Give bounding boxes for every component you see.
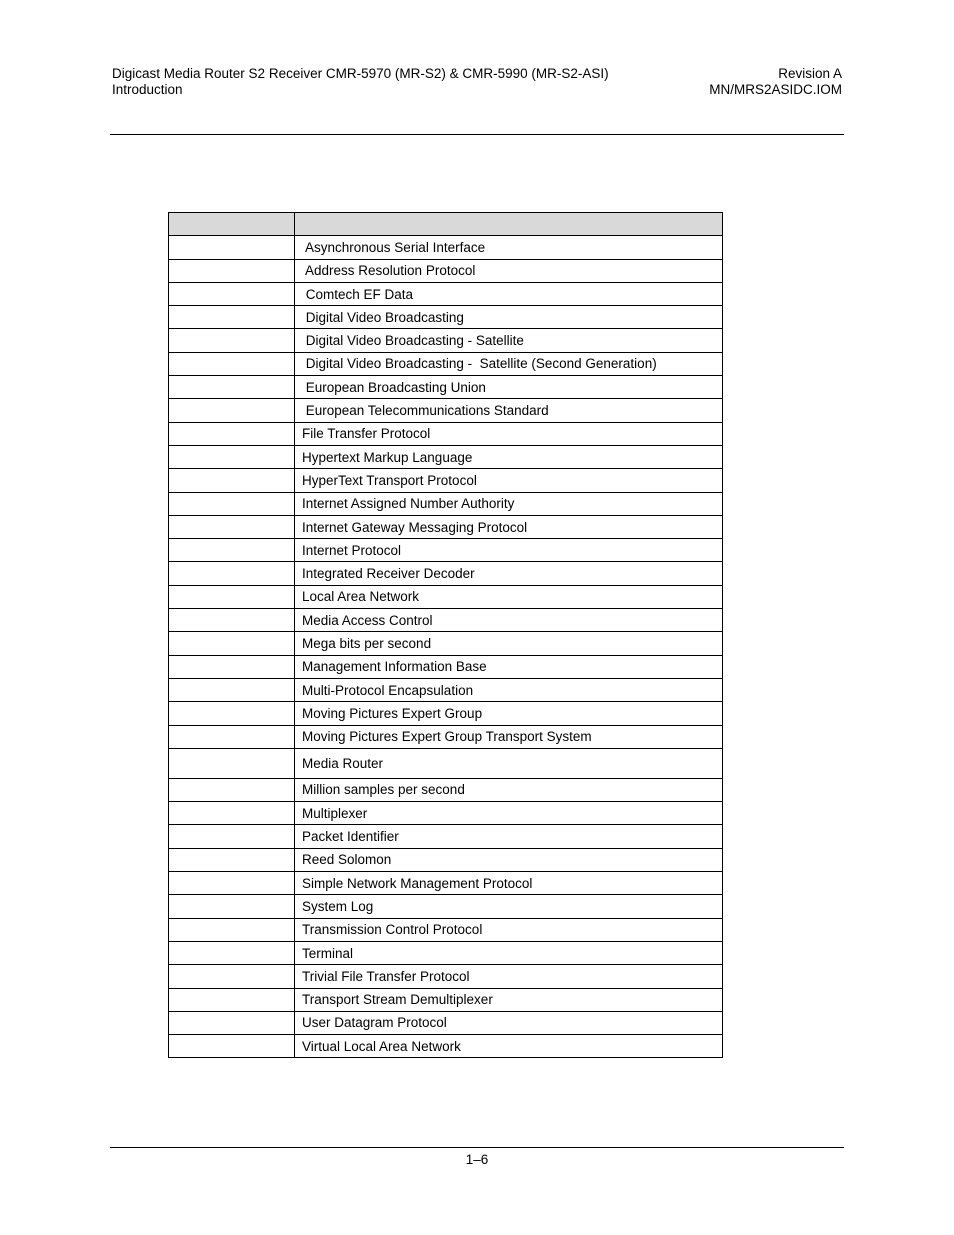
table-row [169,848,723,871]
table-row [169,399,723,422]
acronym-cell [169,895,295,918]
table-row [169,609,723,632]
acronym-cell [169,422,295,445]
document-number: MN/MRS2ASIDC.IOM [709,82,842,97]
acronym-cell [169,632,295,655]
table-row [169,282,723,305]
acronym-cell [169,825,295,848]
acronym-cell [169,236,295,259]
acronym-cell [169,585,295,608]
definition-cell: Hypertext Markup Language [295,445,723,468]
acronym-cell [169,469,295,492]
definition-cell: Address Resolution Protocol [295,259,723,282]
table-row [169,825,723,848]
acronym-cell [169,1011,295,1034]
definition-cell: Internet Gateway Messaging Protocol [295,515,723,538]
revision-label: Revision A [778,66,842,81]
acronym-cell [169,399,295,422]
page-number: 1–6 [465,1152,489,1167]
column-header-acronym [169,213,295,236]
definition-cell: Digital Video Broadcasting - Satellite (Second Generation) [295,352,723,375]
definition-cell: Virtual Local Area Network [295,1035,723,1058]
table-row [169,585,723,608]
definition-cell: Comtech EF Data [295,282,723,305]
acronym-cell [169,941,295,964]
acronym-cell [169,306,295,329]
header-divider [110,134,844,135]
table-row [169,655,723,678]
table-row [169,376,723,399]
definition-cell: Moving Pictures Expert Group [295,702,723,725]
definition-cell: Reed Solomon [295,848,723,871]
acronym-cell [169,802,295,825]
acronym-cell [169,872,295,895]
definition-cell: Management Information Base [295,655,723,678]
acronym-cell [169,1035,295,1058]
definition-cell: Media Router [295,748,723,778]
definition-cell: Million samples per second [295,778,723,801]
table-row [169,748,723,778]
acronym-cell [169,748,295,778]
definition-cell: Moving Pictures Expert Group Transport System [295,725,723,748]
table-row [169,562,723,585]
table-row [169,352,723,375]
acronym-cell [169,988,295,1011]
table-row [169,702,723,725]
definition-cell: Multiplexer [295,802,723,825]
table-row [169,469,723,492]
definition-cell: European Telecommunications Standard [295,399,723,422]
acronym-cell [169,848,295,871]
table-row [169,515,723,538]
table-row [169,422,723,445]
definition-cell: Digital Video Broadcasting [295,306,723,329]
table-row [169,492,723,515]
definition-cell: Trivial File Transfer Protocol [295,965,723,988]
table-row [169,872,723,895]
table-row [169,539,723,562]
definition-cell: Integrated Receiver Decoder [295,562,723,585]
header-right [709,66,842,98]
acronym-cell [169,282,295,305]
acronym-cell [169,445,295,468]
table-row [169,632,723,655]
table-row [169,445,723,468]
definition-cell: Digital Video Broadcasting - Satellite [295,329,723,352]
acronym-cell [169,778,295,801]
document-title: Digicast Media Router S2 Receiver CMR-5970 (MR-S2) & CMR-5990 (MR-S2-ASI) [112,66,609,81]
definition-cell: Asynchronous Serial Interface [295,236,723,259]
definition-cell: User Datagram Protocol [295,1011,723,1034]
table-header-row [169,213,723,236]
table-row [169,918,723,941]
table-row [169,678,723,701]
definition-cell: System Log [295,895,723,918]
acronym-cell [169,609,295,632]
definition-cell: European Broadcasting Union [295,376,723,399]
definition-cell: Mega bits per second [295,632,723,655]
table-row [169,329,723,352]
table-row [169,988,723,1011]
table-row [169,306,723,329]
definition-cell: Multi-Protocol Encapsulation [295,678,723,701]
acronym-cell [169,492,295,515]
table-row [169,259,723,282]
column-header-definition [295,213,723,236]
acronym-cell [169,515,295,538]
table-row [169,1035,723,1058]
table-row [169,941,723,964]
definition-cell: Internet Protocol [295,539,723,562]
chapter-title: Introduction [112,82,183,97]
definition-cell: Local Area Network [295,585,723,608]
table-row [169,778,723,801]
definition-cell: Packet Identifier [295,825,723,848]
acronym-cell [169,539,295,562]
definition-cell: Media Access Control [295,609,723,632]
acronym-table [168,212,723,1058]
header-left [112,66,609,98]
acronym-cell [169,965,295,988]
acronym-cell [169,376,295,399]
table-row [169,895,723,918]
acronym-table-body [169,236,723,1058]
acronym-cell [169,655,295,678]
table-row [169,965,723,988]
definition-cell: Transport Stream Demultiplexer [295,988,723,1011]
footer-divider [110,1147,844,1148]
table-row [169,236,723,259]
acronym-cell [169,918,295,941]
acronym-cell [169,702,295,725]
acronym-cell [169,352,295,375]
acronym-cell [169,329,295,352]
definition-cell: Transmission Control Protocol [295,918,723,941]
definition-cell: Terminal [295,941,723,964]
definition-cell: File Transfer Protocol [295,422,723,445]
acronym-cell [169,725,295,748]
acronym-cell [169,562,295,585]
acronym-cell [169,678,295,701]
table-row [169,1011,723,1034]
acronym-cell [169,259,295,282]
definition-cell: Internet Assigned Number Authority [295,492,723,515]
definition-cell: Simple Network Management Protocol [295,872,723,895]
definition-cell: HyperText Transport Protocol [295,469,723,492]
table-row [169,725,723,748]
table-row [169,802,723,825]
